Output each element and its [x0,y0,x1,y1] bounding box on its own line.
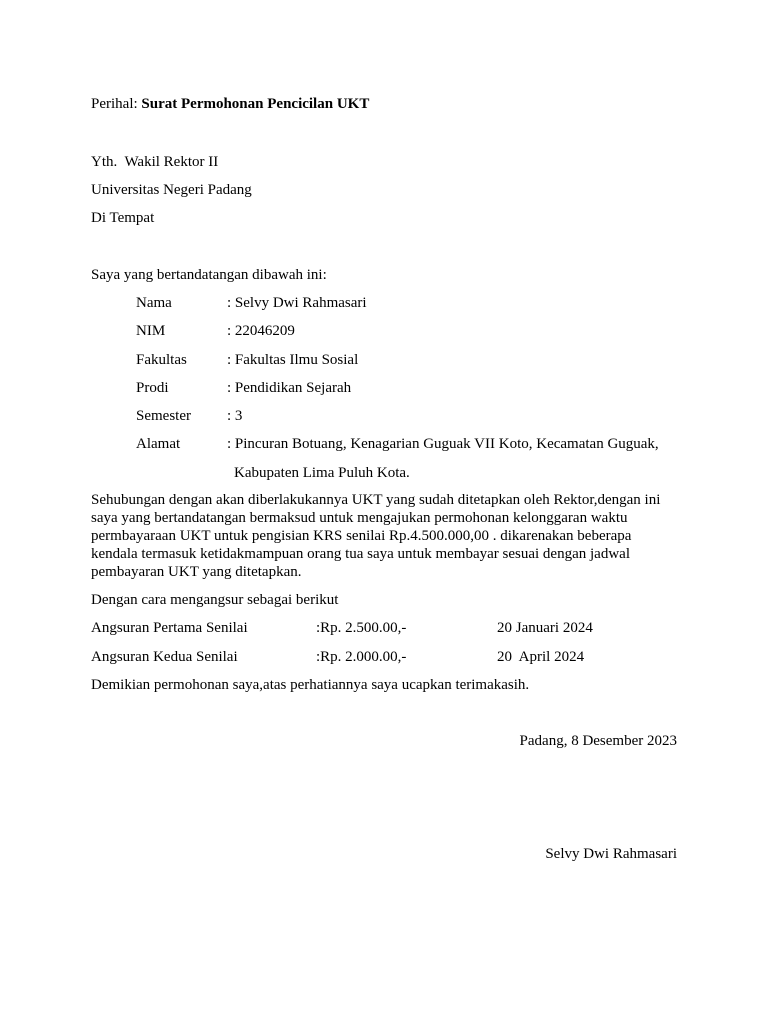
subject-line [91,95,369,113]
field-label-fakultas: Fakultas [136,352,187,368]
installment-label-2: Angsuran Kedua Senilai [91,649,238,665]
installment-amount-1: :Rp. 2.500.00,- [316,620,407,636]
subject-title: Surat Permohonan Pencicilan UKT [141,96,370,112]
installment-intro: Dengan cara mengangsur sebagai berikut [91,592,339,608]
address-continuation: Kabupaten Lima Puluh Kota. [234,465,410,481]
field-value-nama: : Selvy Dwi Rahmasari [227,295,367,311]
installment-label-1: Angsuran Pertama Senilai [91,620,248,636]
body-paragraph: Sehubungan dengan akan diberlakukannya UKT yang sudah ditetapkan oleh Rektor,dengan ini saya yang bertandatangan bermaksud untuk mengajukan permohonan kelonggaran waktu permbayaraan UKT untuk pengisian KRS senilai Rp.4.500.000,00 . dikarenakan beberapa kendala termasuk ketidakmampuan orang tua saya untuk membayar sesuai dengan jadwal pembayaran UKT yang ditetapkan. [91,492,661,580]
signatory-name: Selvy Dwi Rahmasari [545,846,677,862]
field-label-nim: NIM [136,323,166,339]
field-label-nama: Nama [136,295,172,311]
recipient-line-3: Di Tempat [91,210,155,226]
subject-label: Perihal: [91,96,138,112]
recipient-line-1: Yth. Wakil Rektor II [91,154,219,170]
field-value-prodi: : Pendidikan Sejarah [227,380,352,396]
installment-amount-2: :Rp. 2.000.00,- [316,649,407,665]
field-value-nim: : 22046209 [227,323,295,339]
field-label-alamat: Alamat [136,436,181,452]
installment-date-1: 20 Januari 2024 [497,620,593,636]
intro-text: Saya yang bertandatangan dibawah ini: [91,267,327,283]
place-date: Padang, 8 Desember 2023 [519,733,677,749]
field-label-prodi: Prodi [136,380,169,396]
field-label-semester: Semester [136,408,191,424]
field-value-alamat: : Pincuran Botuang, Kenagarian Guguak VII Koto, Kecamatan Guguak, [227,436,659,452]
field-value-semester: : 3 [227,408,243,424]
closing-text: Demikian permohonan saya,atas perhatiannya saya ucapkan terimakasih. [91,677,530,693]
recipient-line-2: Universitas Negeri Padang [91,182,252,198]
field-value-fakultas: : Fakultas Ilmu Sosial [227,352,359,368]
installment-date-2: 20 April 2024 [497,649,585,665]
